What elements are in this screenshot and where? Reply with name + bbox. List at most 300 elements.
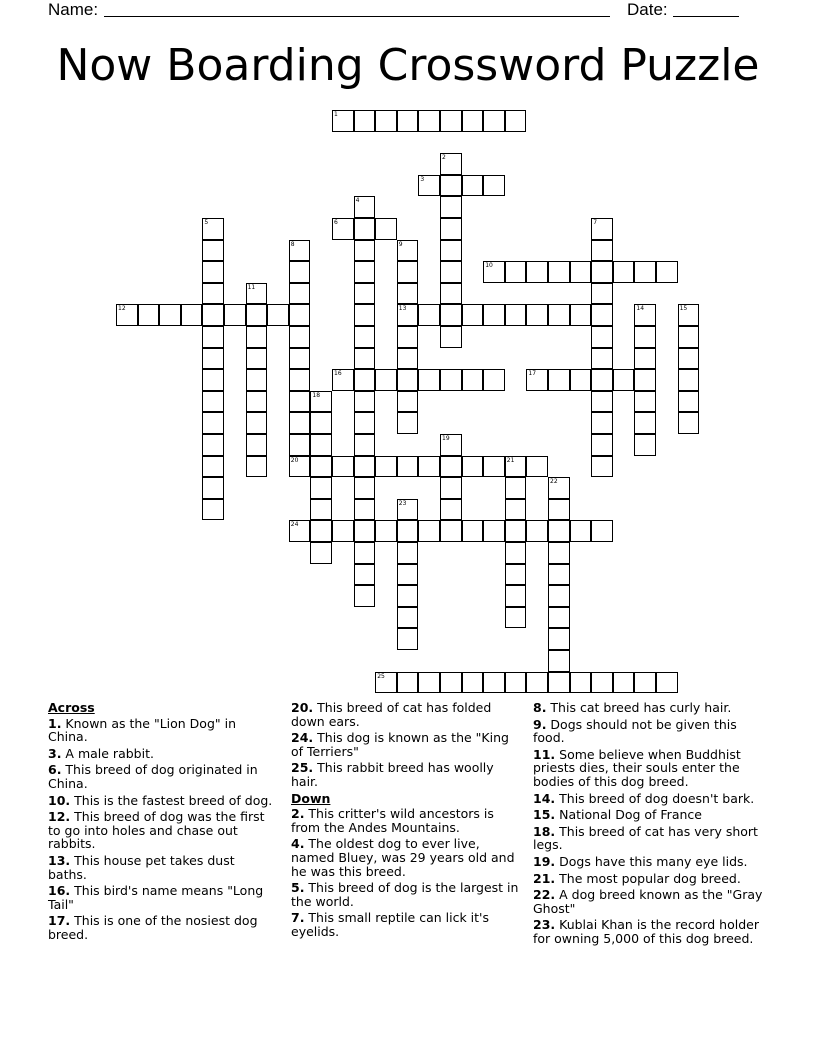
grid-cell[interactable] <box>202 348 224 370</box>
grid-cell[interactable] <box>418 369 440 391</box>
grid-cell[interactable] <box>375 672 397 694</box>
grid-cell[interactable] <box>462 369 484 391</box>
grid-cell[interactable] <box>354 369 376 391</box>
grid-cell[interactable] <box>246 391 268 413</box>
grid-cell[interactable] <box>462 672 484 694</box>
clue-item <box>533 855 765 869</box>
grid-cell[interactable] <box>591 283 613 305</box>
clue-text: Dogs have this many eye lids. <box>555 853 748 869</box>
clue-item <box>291 761 521 788</box>
grid-cell[interactable] <box>591 240 613 262</box>
grid-cell[interactable] <box>440 326 462 348</box>
grid-cell[interactable] <box>462 175 484 197</box>
grid-cell[interactable] <box>548 585 570 607</box>
clue-item <box>291 911 521 938</box>
grid-cell[interactable] <box>354 326 376 348</box>
grid-cell[interactable] <box>397 456 419 478</box>
clue-item <box>533 748 765 789</box>
grid-cell[interactable] <box>397 542 419 564</box>
clue-text: This critter's wild ancestors is from the Andes Mountains. <box>291 806 494 835</box>
clue-item <box>48 717 276 744</box>
name-label: Name: <box>48 0 99 19</box>
grid-cell[interactable] <box>246 412 268 434</box>
grid-cell[interactable] <box>354 391 376 413</box>
grid-cell[interactable] <box>289 391 311 413</box>
grid-cell[interactable] <box>246 326 268 348</box>
clue-text: This is one of the nosiest dog breed. <box>48 913 258 942</box>
clue-number: 9 <box>398 240 403 248</box>
grid-cell[interactable] <box>462 110 484 132</box>
grid-cell[interactable] <box>375 218 397 240</box>
grid-cell[interactable] <box>354 434 376 456</box>
across-heading: Across <box>48 700 95 715</box>
grid-cell[interactable] <box>397 499 419 521</box>
clue-item <box>291 881 521 908</box>
grid-cell[interactable] <box>570 520 592 542</box>
grid-cell[interactable] <box>440 196 462 218</box>
grid-cell[interactable] <box>505 607 527 629</box>
grid-cell[interactable] <box>354 240 376 262</box>
clue-number: 18 <box>312 391 321 399</box>
clue-text: Known as the "Lion Dog" in China. <box>48 715 237 745</box>
grid-cell[interactable] <box>202 412 224 434</box>
clue-item <box>533 918 765 945</box>
grid-cell[interactable] <box>310 499 332 521</box>
grid-cell[interactable] <box>332 110 354 132</box>
grid-cell[interactable] <box>289 240 311 262</box>
grid-cell[interactable] <box>548 261 570 283</box>
clue-number: 12 <box>118 305 126 313</box>
grid-cell[interactable] <box>332 456 354 478</box>
clue-number: 10 <box>485 262 493 270</box>
grid-cell[interactable] <box>678 412 700 434</box>
clue-number: 20. <box>291 700 314 715</box>
clue-number: 8 <box>290 240 295 248</box>
grid-cell[interactable] <box>289 520 311 542</box>
grid-cell[interactable] <box>246 283 268 305</box>
grid-cell[interactable] <box>202 391 224 413</box>
grid-cell[interactable] <box>202 477 224 499</box>
clue-item <box>48 810 276 851</box>
clue-text: This breed of cat has very short legs. <box>533 823 758 853</box>
grid-cell[interactable] <box>591 520 613 542</box>
grid-cell[interactable] <box>505 564 527 586</box>
clue-item <box>533 825 765 852</box>
clue-text: This breed of dog is the largest in the world. <box>291 880 519 909</box>
grid-cell[interactable] <box>634 412 656 434</box>
grid-cell[interactable] <box>634 348 656 370</box>
grid-cell[interactable] <box>397 564 419 586</box>
grid-cell[interactable] <box>440 218 462 240</box>
grid-cell[interactable] <box>310 412 332 434</box>
clue-number: 22 <box>550 478 558 486</box>
grid-cell[interactable] <box>548 520 570 542</box>
grid-cell[interactable] <box>397 628 419 650</box>
grid-cell[interactable] <box>310 434 332 456</box>
grid-cell[interactable] <box>354 196 376 218</box>
grid-cell[interactable] <box>526 520 548 542</box>
clue-number: 19 <box>442 435 450 442</box>
grid-cell[interactable] <box>310 391 332 413</box>
grid-cell[interactable] <box>246 304 268 326</box>
grid-cell[interactable] <box>440 304 462 326</box>
grid-cell[interactable] <box>613 672 635 694</box>
grid-cell[interactable] <box>332 520 354 542</box>
grid-cell[interactable] <box>591 348 613 370</box>
grid-cell[interactable] <box>483 110 505 132</box>
grid-cell[interactable] <box>440 434 462 456</box>
grid-cell[interactable] <box>116 304 138 326</box>
grid-cell[interactable] <box>548 542 570 564</box>
clue-text: A dog breed known as the "Gray Ghost" <box>533 887 763 916</box>
clue-item <box>533 888 765 915</box>
clue-item <box>48 794 276 808</box>
grid-cell[interactable] <box>397 326 419 348</box>
clue-number: 3. <box>48 745 62 761</box>
grid-cell[interactable] <box>354 585 376 607</box>
grid-cell[interactable] <box>591 304 613 326</box>
clue-text: National Dog of France <box>555 807 702 823</box>
grid-cell[interactable] <box>397 585 419 607</box>
grid-cell[interactable] <box>526 261 548 283</box>
grid-cell[interactable] <box>181 304 203 326</box>
clue-text: This cat breed has curly hair. <box>546 700 732 715</box>
grid-cell[interactable] <box>678 304 700 326</box>
grid-cell[interactable] <box>418 304 440 326</box>
grid-cell[interactable] <box>505 477 527 499</box>
grid-cell[interactable] <box>397 412 419 434</box>
grid-cell[interactable] <box>289 456 311 478</box>
clue-number: 25 <box>377 672 385 680</box>
clue-text: This breed of dog was the first to go into holes and chase out rabbits. <box>48 809 265 852</box>
grid-cell[interactable] <box>634 672 656 694</box>
grid-cell[interactable] <box>354 218 376 240</box>
grid-cell[interactable] <box>591 261 613 283</box>
grid-cell[interactable] <box>656 672 678 694</box>
grid-cell[interactable] <box>634 434 656 456</box>
grid-cell[interactable] <box>634 326 656 348</box>
clue-number: 4. <box>291 836 305 852</box>
grid-cell[interactable] <box>483 175 505 197</box>
grid-cell[interactable] <box>570 369 592 391</box>
clue-number: 7. <box>291 910 305 926</box>
grid-cell[interactable] <box>462 304 484 326</box>
grid-cell[interactable] <box>202 369 224 391</box>
grid-cell[interactable] <box>591 369 613 391</box>
grid-cell[interactable] <box>354 283 376 305</box>
grid-cell[interactable] <box>202 456 224 478</box>
grid-cell[interactable] <box>505 261 527 283</box>
clue-item <box>48 854 276 881</box>
grid-cell[interactable] <box>570 304 592 326</box>
grid-cell[interactable] <box>397 391 419 413</box>
grid-cell[interactable] <box>526 672 548 694</box>
grid-cell[interactable] <box>440 175 462 197</box>
grid-cell[interactable] <box>440 153 462 175</box>
grid-cell[interactable] <box>202 261 224 283</box>
grid-cell[interactable] <box>570 672 592 694</box>
clue-item <box>533 718 765 745</box>
grid-cell[interactable] <box>505 499 527 521</box>
grid-cell[interactable] <box>440 110 462 132</box>
grid-cell[interactable] <box>418 672 440 694</box>
grid-cell[interactable] <box>354 348 376 370</box>
clue-text: This breed of dog doesn't bark. <box>555 790 755 806</box>
grid-cell[interactable] <box>418 110 440 132</box>
grid-cell[interactable] <box>678 326 700 348</box>
grid-cell[interactable] <box>440 520 462 542</box>
grid-cell[interactable] <box>548 369 570 391</box>
grid-cell[interactable] <box>678 369 700 391</box>
grid-cell[interactable] <box>462 520 484 542</box>
grid-cell[interactable] <box>224 304 246 326</box>
grid-cell[interactable] <box>634 369 656 391</box>
grid-cell[interactable] <box>483 304 505 326</box>
clue-number: 20 <box>290 456 299 464</box>
grid-cell[interactable] <box>440 261 462 283</box>
down-heading: Down <box>291 790 331 806</box>
clue-number: 11. <box>533 746 556 762</box>
grid-cell[interactable] <box>548 564 570 586</box>
clue-number: 11 <box>247 283 256 291</box>
grid-cell[interactable] <box>202 218 224 240</box>
clues-column-3 <box>533 701 765 949</box>
grid-cell[interactable] <box>505 542 527 564</box>
grid-cell[interactable] <box>634 261 656 283</box>
grid-cell[interactable] <box>202 326 224 348</box>
clue-number: 22. <box>533 887 556 903</box>
grid-cell[interactable] <box>483 261 505 283</box>
grid-cell[interactable] <box>656 261 678 283</box>
clue-number: 4 <box>355 197 360 205</box>
clue-text: A male rabbit. <box>61 745 154 761</box>
clue-text: This breed of dog originated in China. <box>48 762 258 791</box>
clue-item <box>291 701 521 728</box>
clue-item <box>48 914 276 941</box>
grid-cell[interactable] <box>613 369 635 391</box>
clue-number: 6 <box>334 219 338 226</box>
clue-number: 24 <box>290 521 299 529</box>
grid-cell[interactable] <box>310 520 332 542</box>
grid-cell[interactable] <box>202 240 224 262</box>
page-title: Now Boarding Crossword Puzzle <box>56 40 760 91</box>
grid-cell[interactable] <box>397 672 419 694</box>
grid-cell[interactable] <box>505 520 527 542</box>
clue-number: 2 <box>442 154 446 162</box>
grid-cell[interactable] <box>289 304 311 326</box>
clue-text: This is the fastest breed of dog. <box>70 792 273 808</box>
grid-cell[interactable] <box>397 261 419 283</box>
grid-cell[interactable] <box>289 369 311 391</box>
clue-item <box>48 884 276 911</box>
clue-text: This small reptile can lick it's eyelids. <box>291 910 489 939</box>
clue-number: 14. <box>533 790 556 806</box>
grid-cell[interactable] <box>591 326 613 348</box>
clue-text: This rabbit breed has woolly hair. <box>291 760 494 789</box>
clue-number: 5 <box>204 219 209 226</box>
grid-cell[interactable] <box>246 369 268 391</box>
grid-cell[interactable] <box>354 456 376 478</box>
clue-number: 5. <box>291 880 305 896</box>
grid-cell[interactable] <box>548 672 570 694</box>
grid-cell[interactable] <box>202 283 224 305</box>
grid-cell[interactable] <box>397 348 419 370</box>
grid-cell[interactable] <box>267 304 289 326</box>
grid-cell[interactable] <box>440 477 462 499</box>
grid-cell[interactable] <box>397 110 419 132</box>
grid-cell[interactable] <box>505 672 527 694</box>
clue-item <box>291 837 521 878</box>
grid-cell[interactable] <box>591 672 613 694</box>
clue-number: 10. <box>48 792 71 808</box>
grid-cell[interactable] <box>678 348 700 370</box>
grid-cell[interactable] <box>505 456 527 478</box>
grid-cell[interactable] <box>440 672 462 694</box>
clue-text: This bird's name means "Long Tail" <box>48 883 264 912</box>
grid-cell[interactable] <box>310 542 332 564</box>
grid-cell[interactable] <box>418 520 440 542</box>
clue-number: 1 <box>334 111 338 118</box>
grid-cell[interactable] <box>526 369 548 391</box>
grid-cell[interactable] <box>483 672 505 694</box>
grid-cell[interactable] <box>289 412 311 434</box>
grid-cell[interactable] <box>202 304 224 326</box>
grid-cell[interactable] <box>397 520 419 542</box>
grid-cell[interactable] <box>310 477 332 499</box>
grid-cell[interactable] <box>462 456 484 478</box>
clue-number: 13. <box>48 852 71 868</box>
grid-cell[interactable] <box>354 110 376 132</box>
grid-cell[interactable] <box>440 283 462 305</box>
grid-cell[interactable] <box>332 369 354 391</box>
grid-cell[interactable] <box>526 456 548 478</box>
clue-text: The oldest dog to ever live, named Bluey, was 29 years old and he was this breed. <box>291 836 515 879</box>
grid-cell[interactable] <box>397 369 419 391</box>
grid-cell[interactable] <box>354 477 376 499</box>
grid-cell[interactable] <box>138 304 160 326</box>
grid-cell[interactable] <box>591 218 613 240</box>
clue-number: 21. <box>533 870 556 886</box>
clue-number: 21 <box>506 456 515 464</box>
clue-number: 18. <box>533 823 556 839</box>
grid-cell[interactable] <box>634 391 656 413</box>
clue-text: This dog is known as the "King of Terriers" <box>291 730 509 759</box>
clue-number: 14 <box>636 305 645 313</box>
grid-cell[interactable] <box>246 348 268 370</box>
clue-number: 16. <box>48 883 71 899</box>
grid-cell[interactable] <box>397 607 419 629</box>
grid-cell[interactable] <box>418 456 440 478</box>
grid-cell[interactable] <box>440 369 462 391</box>
grid-cell[interactable] <box>375 520 397 542</box>
clue-number: 24. <box>291 730 314 746</box>
grid-cell[interactable] <box>310 456 332 478</box>
grid-cell[interactable] <box>397 240 419 262</box>
grid-cell[interactable] <box>354 520 376 542</box>
grid-cell[interactable] <box>354 564 376 586</box>
grid-cell[interactable] <box>418 175 440 197</box>
grid-cell[interactable] <box>548 628 570 650</box>
grid-cell[interactable] <box>548 477 570 499</box>
grid-cell[interactable] <box>289 261 311 283</box>
date-label: Date: <box>627 0 668 19</box>
clue-item <box>291 807 521 834</box>
grid-cell[interactable] <box>570 261 592 283</box>
grid-cell[interactable] <box>613 261 635 283</box>
grid-cell[interactable] <box>375 110 397 132</box>
grid-cell[interactable] <box>440 240 462 262</box>
grid-cell[interactable] <box>483 456 505 478</box>
grid-cell[interactable] <box>354 304 376 326</box>
grid-cell[interactable] <box>289 326 311 348</box>
grid-cell[interactable] <box>548 607 570 629</box>
grid-cell[interactable] <box>591 391 613 413</box>
grid-cell[interactable] <box>289 348 311 370</box>
grid-cell[interactable] <box>202 499 224 521</box>
grid-cell[interactable] <box>483 369 505 391</box>
clue-item <box>533 792 765 806</box>
clue-item <box>533 872 765 886</box>
grid-cell[interactable] <box>289 283 311 305</box>
grid-cell[interactable] <box>332 218 354 240</box>
grid-cell[interactable] <box>440 499 462 521</box>
grid-cell[interactable] <box>483 520 505 542</box>
grid-cell[interactable] <box>526 304 548 326</box>
grid-cell[interactable] <box>354 261 376 283</box>
grid-cell[interactable] <box>246 456 268 478</box>
grid-cell[interactable] <box>548 650 570 672</box>
grid-cell[interactable] <box>375 456 397 478</box>
clue-number: 13 <box>398 305 407 313</box>
grid-cell[interactable] <box>354 499 376 521</box>
grid-cell[interactable] <box>505 110 527 132</box>
grid-cell[interactable] <box>354 542 376 564</box>
clue-item <box>291 731 521 758</box>
clue-number: 16 <box>334 370 342 378</box>
grid-cell[interactable] <box>548 499 570 521</box>
clues-column-2 <box>291 701 521 942</box>
grid-cell[interactable] <box>678 391 700 413</box>
grid-cell[interactable] <box>159 304 181 326</box>
clue-number: 6. <box>48 762 62 778</box>
grid-cell[interactable] <box>505 585 527 607</box>
clue-number: 17 <box>528 370 537 378</box>
grid-cell[interactable] <box>505 304 527 326</box>
clue-item <box>48 763 276 790</box>
grid-cell[interactable] <box>375 369 397 391</box>
clue-number: 7 <box>593 219 598 226</box>
grid-cell[interactable] <box>397 304 419 326</box>
grid-cell[interactable] <box>246 434 268 456</box>
clue-number: 17. <box>48 913 71 929</box>
grid-cell[interactable] <box>202 434 224 456</box>
clue-item <box>533 701 765 715</box>
grid-cell[interactable] <box>591 412 613 434</box>
clue-number: 3 <box>420 175 425 183</box>
clue-item <box>48 747 276 761</box>
grid-cell[interactable] <box>591 456 613 478</box>
grid-cell[interactable] <box>397 283 419 305</box>
grid-cell[interactable] <box>634 304 656 326</box>
clue-number: 23 <box>398 499 407 507</box>
grid-cell[interactable] <box>548 304 570 326</box>
clue-text: The most popular dog breed. <box>555 870 741 886</box>
grid-cell[interactable] <box>591 434 613 456</box>
grid-cell[interactable] <box>289 434 311 456</box>
grid-cell[interactable] <box>440 456 462 478</box>
clue-text: This house pet takes dust baths. <box>48 852 235 882</box>
grid-cell[interactable] <box>354 412 376 434</box>
